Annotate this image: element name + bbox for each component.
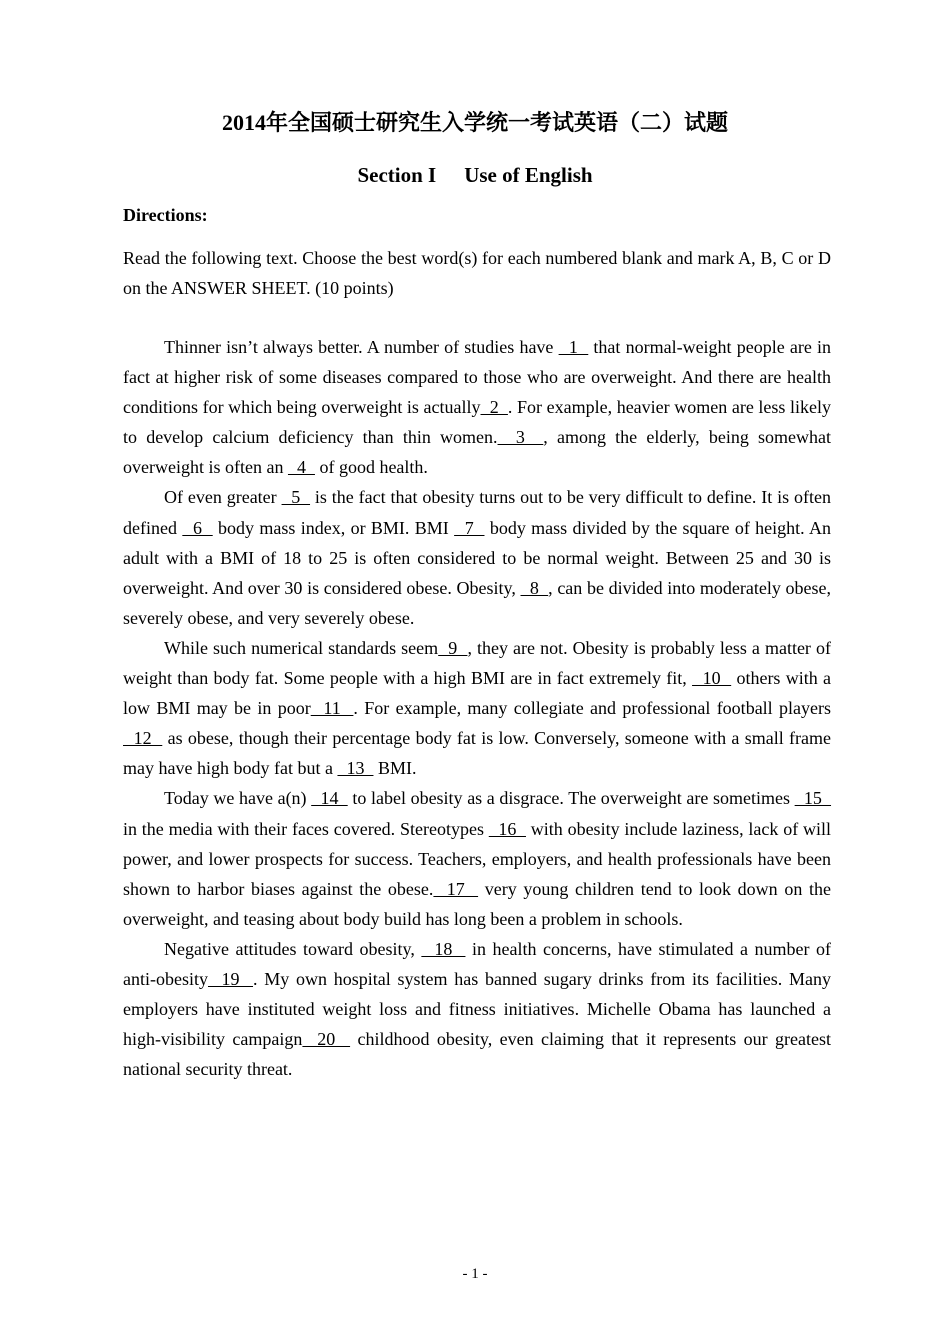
passage-text: BMI. [373, 758, 417, 779]
passage-text: childhood obesity, even claiming that it represents our greatest national security threat. [123, 1029, 832, 1080]
passage-text: body mass index, or BMI. BMI [212, 517, 455, 538]
passage-text: that normal-weight people are in fact at higher risk of some diseases compared to those who are overweight. And there are health conditions for which being overweight is actually [123, 337, 832, 418]
blank-10: 10 [692, 668, 732, 689]
blank-9: 9 [438, 637, 468, 658]
page-title: 2014年全国硕士研究生入学统一考试英语（二）试题 [221, 110, 728, 135]
passage-text: While such numerical standards seem [164, 637, 439, 658]
passage-text: , among the elderly, being somewhat overweight is often an [123, 427, 832, 478]
passage-text: in the media with their faces covered. Stereotypes [123, 818, 489, 839]
blank-18: 18 [421, 938, 466, 959]
blank-20: 20 [302, 1029, 351, 1050]
blank-1: 1 [558, 337, 589, 357]
paragraph [123, 633, 831, 783]
cloze-passage [123, 332, 831, 1084]
passage-text: in health concerns, have stimulated a number of anti-obesity [123, 938, 831, 989]
instructions-text: Read the following text. Choose the best word(s) for each numbered blank and mark A, B, C or D on the ANSWER SHEET. (10 points) [123, 248, 831, 298]
passage-text: Today we have a(n) [164, 788, 312, 809]
passage-text: Of even greater [164, 487, 282, 508]
passage-text: of good health. [314, 457, 428, 478]
blank-3: 3 [497, 427, 544, 448]
blank-11: 11 [310, 698, 354, 719]
passage-text: . My own hospital system has banned sugary drinks from its facilities. Many employers have instituted weight loss and fitness initiatives. Michelle Obama has launched a high-visibility campaign [123, 968, 831, 1050]
directions-label: Directions: [123, 205, 208, 225]
passage-text: to label obesity as a disgrace. The overweight are sometimes [347, 788, 795, 809]
paragraph [123, 783, 831, 933]
passage-text: is the fact that obesity turns out to be very difficult to define. It is often defined [123, 487, 831, 538]
passage-text: as obese, though their percentage body fat is low. Conversely, someone with a small frame may have high body fat but a [123, 728, 832, 779]
passage-text: . For example, many collegiate and professional football players [353, 698, 831, 719]
paragraph [123, 482, 831, 632]
paragraph [123, 332, 831, 482]
blank-17: 17 [433, 878, 479, 899]
blank-12: 12 [123, 728, 163, 749]
blank-19: 19 [207, 968, 254, 989]
passage-text: Thinner isn’t always better. A number of studies have [164, 337, 559, 357]
passage-text: . For example, heavier women are less likely to develop calcium deficiency than thin women. [123, 397, 832, 448]
blank-15: 15 [794, 788, 832, 809]
blank-6: 6 [182, 517, 213, 538]
paragraph [123, 934, 831, 1084]
blank-4: 4 [287, 457, 315, 478]
passage-text: others with a low BMI may be in poor [123, 668, 831, 719]
passage-text: very young children tend to look down on the overweight, and teasing about body build has long been a problem in schools. [123, 878, 831, 929]
blank-7: 7 [454, 517, 485, 538]
blank-8: 8 [520, 577, 549, 598]
blank-16: 16 [488, 818, 526, 839]
passage-text: , they are not. Obesity is probably less a matter of weight than body fat. Some people with a high BMI are in fact extremely fit, [123, 637, 831, 689]
blank-13: 13 [337, 758, 374, 779]
passage-text: body mass divided by the square of height. An adult with a BMI of 18 to 25 is often considered to be normal weight. Between 25 and 30 is overweight. And over 30 is considered obese. Obesity, [123, 517, 832, 598]
section-heading [0, 161, 950, 189]
passage-text: Negative attitudes toward obesity, [164, 938, 422, 959]
blank-14: 14 [311, 788, 348, 809]
passage-text: with obesity include laziness, lack of will power, and lower prospects for success. Teachers, employers, and health professionals have been shown to harbor biases against the obese. [123, 818, 831, 899]
page-number: - 1 - [462, 1266, 488, 1282]
passage-text: , can be divided into moderately obese, severely obese, and very severely obese. [123, 577, 832, 628]
section-name: Use of English [464, 163, 593, 187]
section-part: Section I [357, 163, 437, 187]
blank-5: 5 [281, 487, 311, 508]
blank-2: 2 [480, 397, 508, 418]
